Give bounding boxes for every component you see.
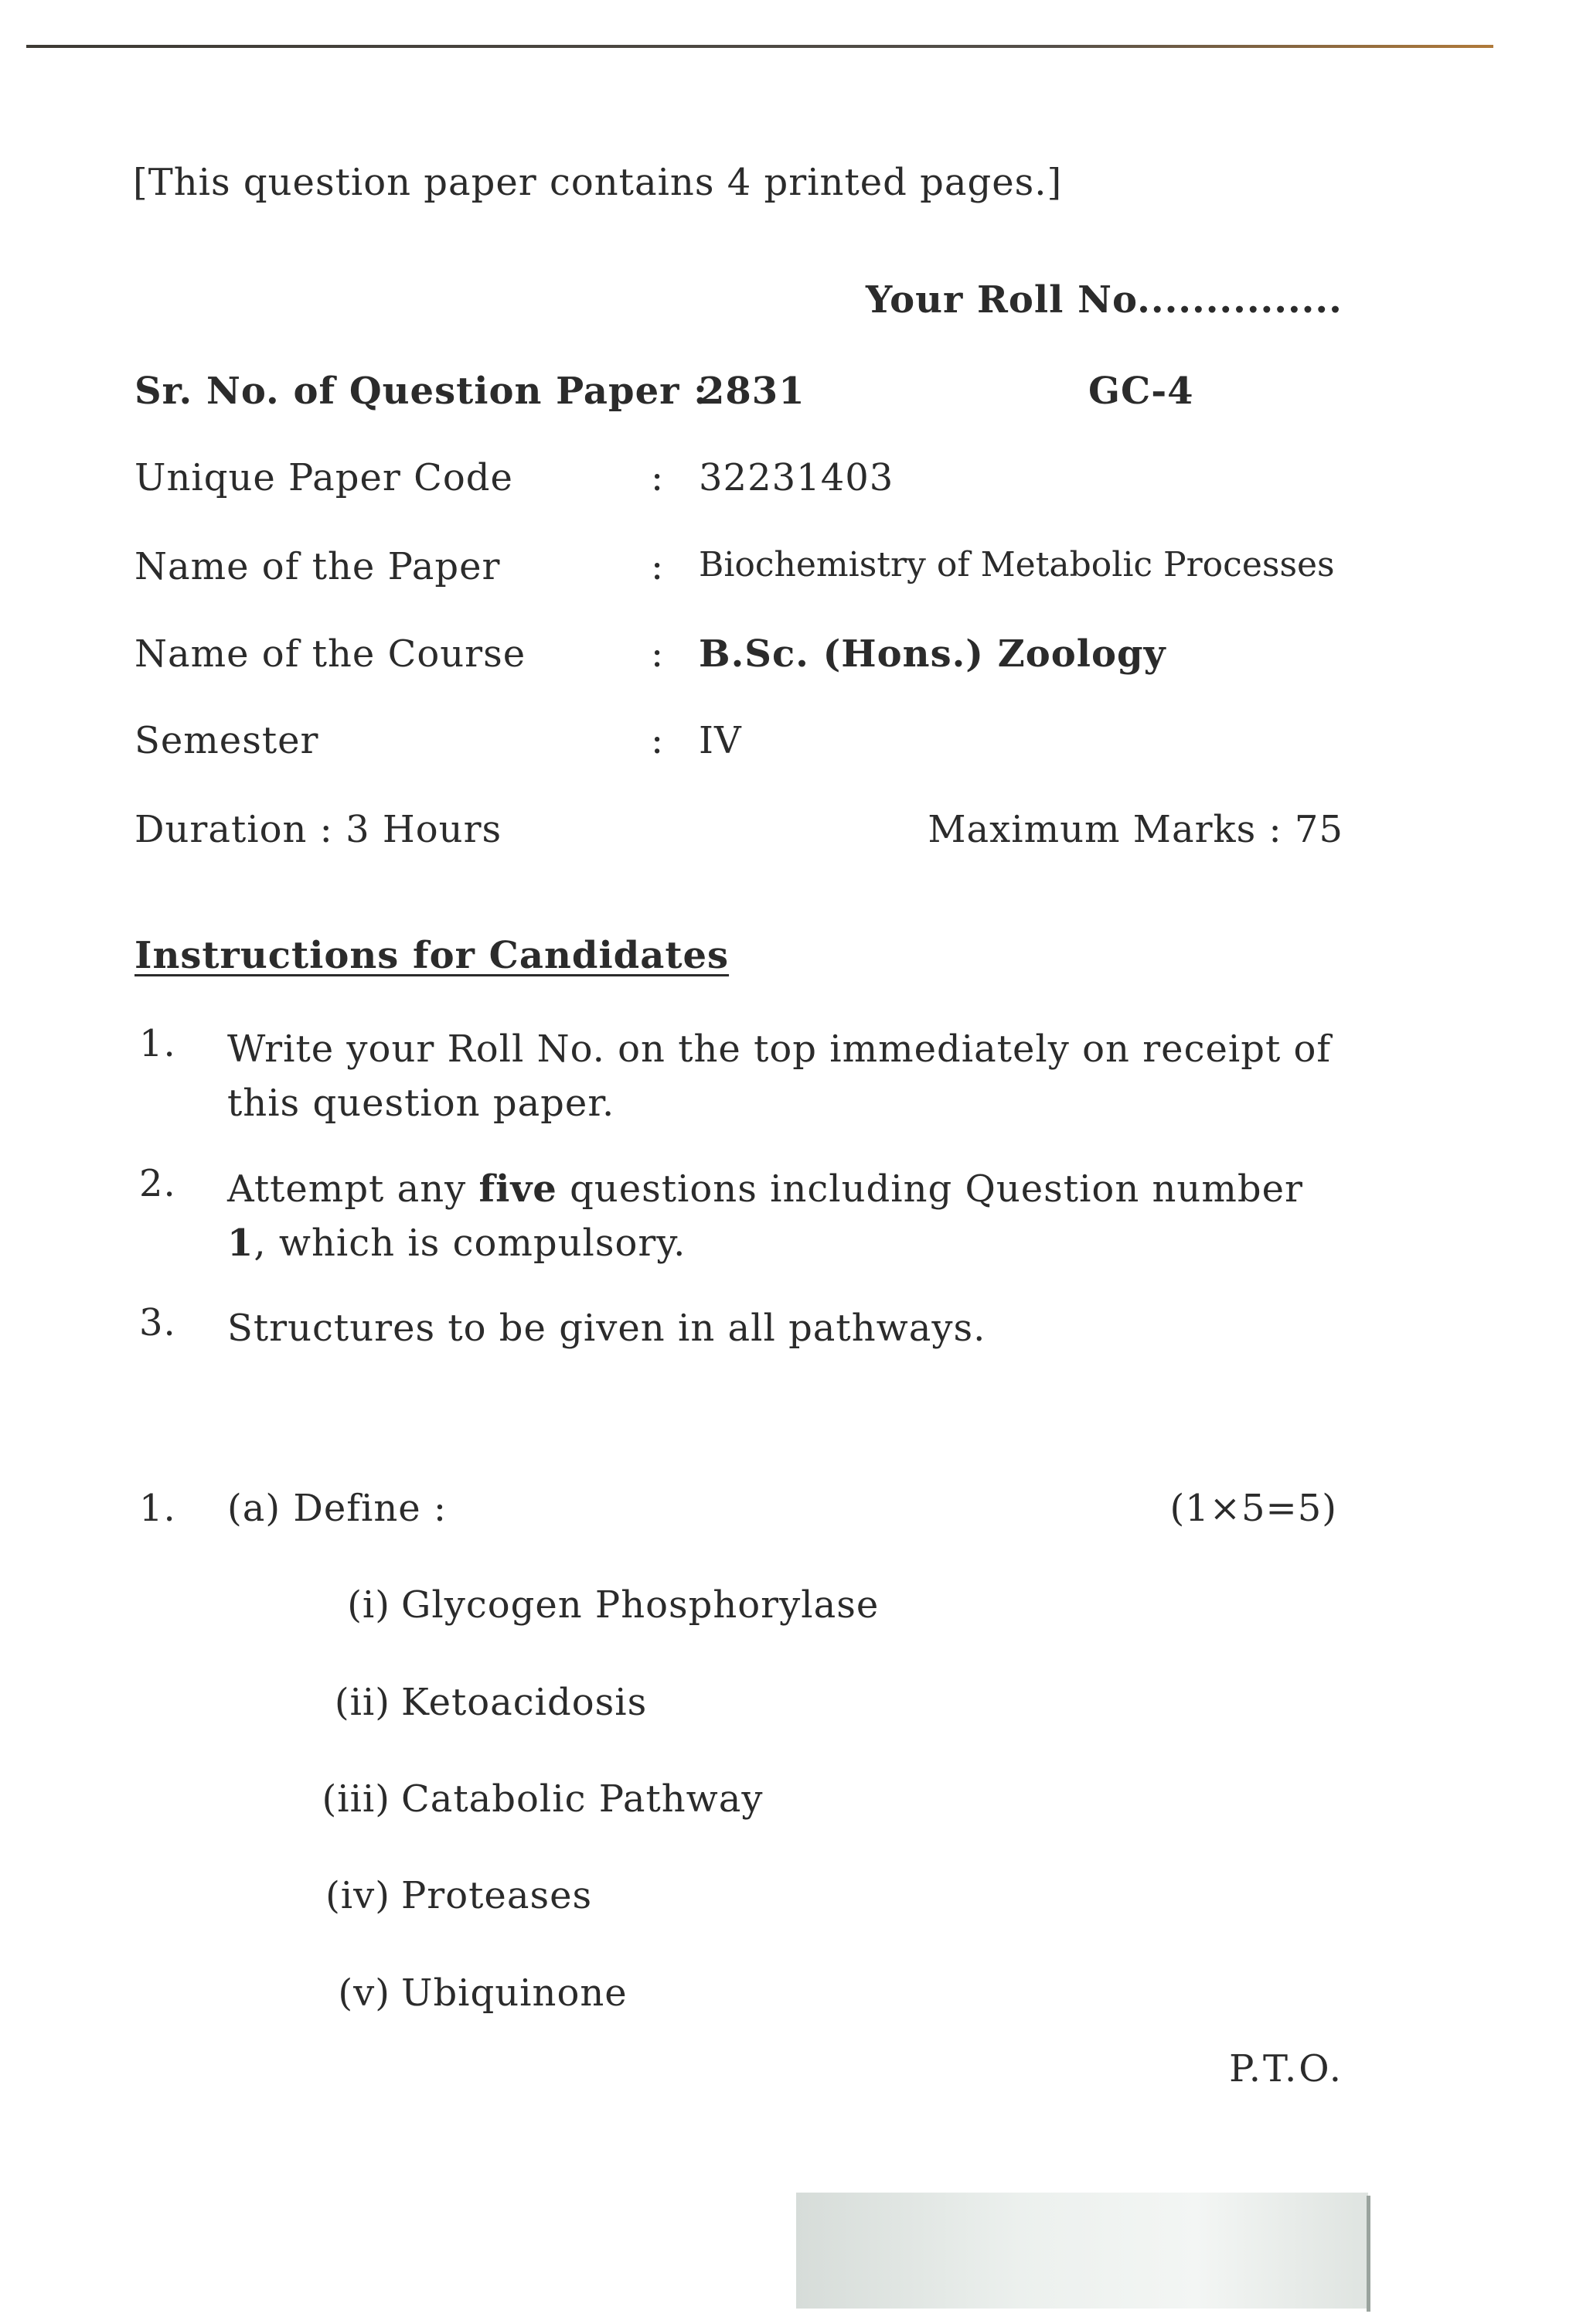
duration: Duration : 3 Hours [134, 808, 502, 851]
roll-number-field: Your Roll No............... [866, 278, 1343, 322]
instruction-number: 1. [139, 1022, 176, 1065]
unique-code-colon: : [651, 456, 665, 499]
paper-name-value: Biochemistry of Metabolic Processes [699, 545, 1335, 584]
subpart-text: Ketoacidosis [401, 1681, 648, 1724]
instruction-text: Structures to be given in all pathways. [227, 1307, 986, 1350]
question-marks: (1×5=5) [1169, 1487, 1337, 1530]
paper-series-code: GC-4 [1088, 370, 1194, 413]
subpart-text: Catabolic Pathway [401, 1777, 764, 1821]
page-turn-over: P.T.O. [1229, 2047, 1343, 2091]
sr-no-value: 2831 [699, 370, 805, 413]
subpart-item [301, 1777, 764, 1821]
subpart-item [301, 1874, 592, 1917]
page-count-note: [This question paper contains 4 printed pages.] [133, 161, 1063, 204]
semester-colon: : [651, 719, 665, 762]
question-part: (a) Define : [227, 1487, 448, 1530]
paper-name-label: Name of the Paper [134, 545, 501, 588]
subpart-item [301, 1681, 647, 1724]
sr-no-label: Sr. No. of Question Paper : [134, 370, 708, 413]
subpart-label: (iv) [325, 1874, 390, 1917]
instructions-title: Instructions for Candidates [134, 934, 730, 977]
subpart-text: Glycogen Phosphorylase [401, 1583, 880, 1627]
subpart-item [301, 1583, 879, 1627]
course-name-colon: : [651, 632, 665, 676]
subpart-label: (i) [347, 1583, 390, 1627]
subpart-item [301, 1971, 628, 2015]
semester-value: IV [699, 719, 742, 762]
subpart-label: (iii) [322, 1777, 390, 1821]
unique-code-label: Unique Paper Code [134, 456, 513, 499]
instruction-number: 3. [139, 1301, 176, 1344]
maximum-marks: Maximum Marks : 75 [928, 808, 1343, 851]
instruction-text: Attempt any five questions including Question number 1, which is compulsory. [227, 1167, 1303, 1265]
subpart-label: (v) [338, 1971, 390, 2015]
instruction-number: 2. [139, 1162, 176, 1205]
course-name-label: Name of the Course [134, 632, 526, 676]
subpart-label: (ii) [334, 1681, 390, 1724]
semester-label: Semester [134, 719, 319, 762]
subpart-text: Proteases [401, 1874, 593, 1917]
instruction-text: Write your Roll No. on the top immediately on receipt of this question paper. [227, 1027, 1332, 1125]
scan-smudge [796, 2193, 1368, 2309]
question-number: 1. [139, 1487, 176, 1530]
course-name-value: B.Sc. (Hons.) Zoology [699, 632, 1166, 676]
unique-code-value: 32231403 [699, 456, 894, 499]
scan-smudge-edge [1367, 2196, 1370, 2312]
paper-name-colon: : [651, 545, 665, 588]
subpart-text: Ubiquinone [401, 1971, 628, 2015]
